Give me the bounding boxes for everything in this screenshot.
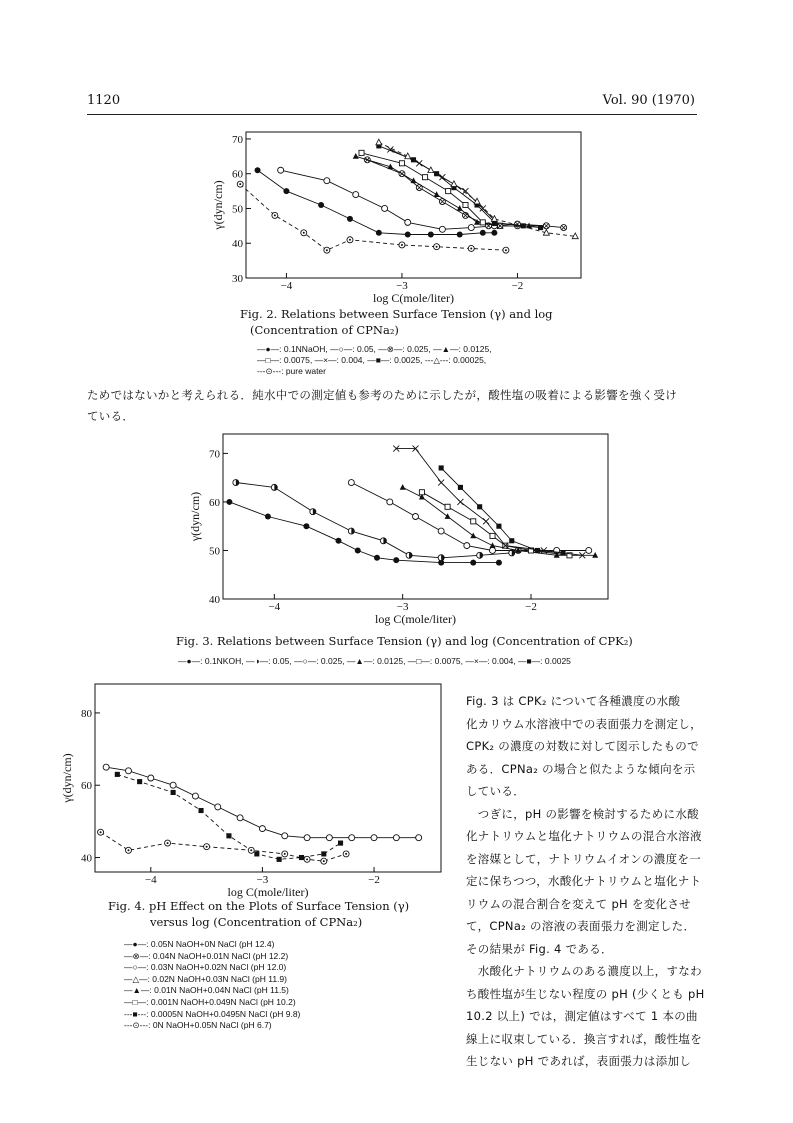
data-point — [237, 181, 243, 187]
fig4-legend-line: ---⊙---: 0N NaOH+0.05N NaCl (pH 6.7) — [124, 1020, 272, 1031]
data-point — [254, 851, 259, 856]
data-point — [349, 835, 355, 841]
data-point — [509, 538, 514, 543]
data-point — [457, 205, 463, 211]
data-point — [561, 225, 567, 231]
marker-center — [345, 853, 347, 855]
series-line — [441, 468, 563, 553]
data-point — [204, 844, 210, 850]
data-point — [382, 205, 388, 211]
fig4-legend-line: —●—: 0.05N NaOH+0N NaCl (pH 12.4) — [124, 939, 275, 949]
data-point — [125, 768, 131, 774]
data-point — [248, 847, 254, 853]
header-rule — [87, 114, 697, 115]
data-point — [310, 509, 316, 515]
data-point — [438, 480, 444, 486]
data-point — [405, 153, 411, 159]
marker-center — [323, 860, 325, 862]
data-point — [438, 555, 444, 561]
data-point — [470, 533, 476, 539]
y-tick-label: 60 — [232, 168, 243, 181]
data-point — [490, 547, 496, 553]
series — [419, 490, 572, 558]
body-line: を溶媒として，ナトリウムイオンの濃度を一 — [466, 851, 702, 866]
x-tick-label: −4 — [280, 280, 293, 292]
data-point — [468, 245, 474, 251]
data-point — [376, 139, 382, 145]
fig4-legend-line: —▲—: 0.01N NaOH+0.04N NaCl (pH 11.5) — [124, 985, 289, 996]
marker-center — [505, 249, 507, 251]
body-column — [466, 690, 705, 1073]
marker-center — [250, 849, 252, 851]
data-point — [304, 856, 310, 862]
fig2-chart — [200, 128, 585, 308]
data-point — [538, 225, 543, 230]
data-point — [226, 499, 232, 505]
y-tick-label: 30 — [232, 273, 243, 285]
data-point — [387, 499, 393, 505]
data-point — [282, 851, 288, 857]
marker-center — [100, 831, 102, 833]
fig4-legend-line: —⊗—: 0.04N NaOH+0.01N NaCl (pH 12.2) — [124, 950, 289, 961]
data-point — [457, 232, 463, 238]
data-point — [480, 230, 486, 236]
data-point — [374, 555, 380, 561]
data-point — [321, 851, 326, 856]
data-point — [445, 513, 451, 519]
data-point — [283, 188, 289, 194]
fig4-legend-line: —○—: 0.03N NaOH+0.02N NaCl (pH 12.0) — [124, 962, 287, 973]
marker-center — [470, 247, 472, 249]
marker-center — [127, 849, 129, 851]
data-point — [405, 232, 411, 238]
series-line — [362, 153, 501, 226]
data-point — [468, 225, 474, 231]
data-point — [171, 790, 176, 795]
series — [393, 446, 585, 559]
x-tick-label: −2 — [525, 601, 537, 613]
data-point — [445, 504, 450, 509]
data-point — [535, 548, 540, 553]
marker-center — [239, 183, 241, 185]
data-point — [503, 247, 509, 253]
x-tick-label: −3 — [396, 280, 408, 292]
data-point — [353, 153, 359, 159]
data-point — [423, 175, 428, 180]
data-point — [543, 223, 549, 229]
data-point — [324, 178, 330, 184]
fig4-legend-line: ---■---: 0.0005N NaOH+0.0495N NaCl (pH 9.8) — [124, 1008, 301, 1019]
y-tick-label: 50 — [232, 203, 243, 216]
data-point — [255, 167, 261, 173]
data-point — [165, 840, 171, 846]
y-tick-label: 70 — [209, 448, 220, 461]
fig3-chart — [175, 428, 615, 628]
fig2-legend — [257, 344, 492, 377]
data-point — [318, 202, 324, 208]
data-point — [103, 764, 109, 770]
data-point — [561, 550, 566, 555]
body-line: 定に保ちつつ，水酸化ナトリウムと塩化ナト — [466, 874, 702, 888]
x-tick-label: −3 — [256, 874, 269, 886]
y-axis-label: γ(dyn/cm) — [211, 180, 225, 230]
y-axis-label: γ(dyn/cm) — [60, 753, 74, 803]
paragraph-line: ためではないかと考えられる．純水中での測定値も参考のために示したが，酸性塩の吸着による影響を強く受け — [87, 388, 677, 402]
series-line — [379, 146, 541, 228]
page-number: 1120 — [87, 93, 121, 108]
fig4-legend — [124, 939, 300, 1032]
data-point — [399, 161, 404, 166]
series-line — [390, 149, 500, 226]
data-point — [348, 528, 354, 534]
body-line: て，CPNa₂ の溶液の表面張力を測定した． — [466, 919, 696, 933]
fig3-caption: Fig. 3. Relations between Surface Tension (γ) and log (Concentration of CPK₂) — [176, 634, 633, 648]
data-point — [480, 220, 485, 225]
x-tick-label: −4 — [144, 874, 157, 886]
body-line: 線上に収束している．換言すれば，酸性塩を — [466, 1031, 702, 1046]
fig4-legend-line: —△—: 0.02N NaOH+0.03N NaCl (pH 11.9) — [124, 973, 287, 984]
data-point — [226, 833, 231, 838]
x-tick-label: −2 — [368, 874, 380, 886]
data-point — [272, 212, 278, 218]
data-point — [411, 177, 417, 183]
data-point — [457, 499, 463, 505]
data-point — [125, 847, 131, 853]
series-line — [356, 156, 529, 226]
data-point — [405, 219, 411, 225]
data-point — [303, 523, 309, 529]
y-axis-label: γ(dyn/cm) — [188, 491, 202, 542]
data-point — [464, 543, 470, 549]
data-point — [446, 189, 451, 194]
data-point — [348, 480, 354, 486]
data-point — [439, 465, 444, 470]
data-point — [406, 552, 412, 558]
data-point — [198, 808, 203, 813]
data-point — [477, 504, 482, 509]
marker-center — [306, 858, 308, 860]
data-point — [215, 804, 221, 810]
data-point — [399, 242, 405, 248]
fig2-legend-line: ---⊙---: pure water — [257, 366, 326, 376]
y-tick-label: 40 — [209, 594, 220, 606]
series — [255, 167, 498, 237]
data-point — [490, 542, 496, 548]
data-point — [483, 518, 489, 524]
fig4-caption — [108, 898, 409, 930]
data-point — [301, 230, 307, 236]
body-line: 水酸化ナトリウムのある濃度以上，すなわ — [466, 964, 702, 978]
data-point — [376, 230, 382, 236]
body-line: ち酸性塩が生じない程度の pH (少くとも pH — [466, 986, 705, 1001]
body-line: CPK₂ の濃度の対数に対して図示したもので — [466, 739, 699, 753]
data-point — [458, 485, 463, 490]
data-point — [282, 833, 288, 839]
data-point — [98, 829, 104, 835]
data-point — [526, 223, 532, 229]
data-point — [353, 192, 359, 198]
fig4-legend-line: —□—: 0.001N NaOH+0.049N NaCl (pH 10.2) — [124, 996, 296, 1007]
data-point — [336, 538, 342, 544]
data-point — [416, 835, 422, 841]
fig2-caption — [240, 306, 553, 338]
data-point — [496, 524, 501, 529]
y-tick-label: 60 — [209, 496, 220, 509]
plot-frame — [246, 132, 581, 278]
fig2-caption-line: Fig. 2. Relations between Surface Tension (γ) and log — [240, 307, 553, 321]
series-line — [117, 774, 340, 859]
data-point — [170, 782, 176, 788]
data-point — [137, 779, 142, 784]
data-point — [434, 191, 440, 197]
data-point — [471, 519, 476, 524]
data-point — [277, 857, 282, 862]
series-line — [351, 483, 589, 551]
data-point — [326, 835, 332, 841]
marker-center — [284, 853, 286, 855]
marker-center — [303, 232, 305, 234]
series — [226, 499, 502, 566]
data-point — [347, 237, 353, 243]
series — [364, 157, 566, 231]
data-point — [477, 552, 483, 558]
data-point — [233, 480, 239, 486]
data-point — [393, 835, 399, 841]
data-point — [359, 150, 364, 155]
data-point — [259, 826, 265, 832]
x-axis-label: log C(mole/liter) — [373, 291, 454, 305]
y-tick-label: 60 — [81, 780, 92, 793]
y-tick-label: 80 — [81, 707, 92, 720]
fig4-chart — [60, 684, 445, 899]
data-point — [265, 514, 271, 520]
paragraph-line: ている． — [87, 409, 135, 423]
body-line: 生じない pH であれば，表面張力は添加し — [466, 1054, 692, 1068]
marker-center — [167, 842, 169, 844]
data-point — [271, 484, 277, 490]
fig4-caption-line: Fig. 4. pH Effect on the Plots of Surface Tension (γ) — [108, 899, 410, 913]
data-point — [521, 223, 526, 228]
data-point — [371, 835, 377, 841]
data-point — [438, 528, 444, 534]
data-point — [470, 560, 476, 566]
data-point — [278, 167, 284, 173]
data-point — [148, 775, 154, 781]
body-line: Fig. 3 は CPK₂ について各種濃度の水酸 — [466, 694, 681, 708]
x-tick-label: −2 — [511, 280, 524, 292]
data-point — [304, 835, 310, 841]
body-line: リウムの混合割合を変えて pH を変化させ — [466, 896, 691, 911]
data-point — [192, 793, 198, 799]
data-point — [380, 538, 386, 544]
body-line: その結果が Fig. 4 である． — [466, 941, 613, 956]
data-point — [463, 202, 468, 207]
data-point — [338, 841, 343, 846]
body-line: 10.2 以上) では，測定値はすべて 1 本の曲 — [466, 1009, 698, 1023]
data-point — [393, 557, 399, 563]
journal-volume: Vol. 90 (1970) — [602, 93, 695, 108]
y-tick-label: 40 — [81, 852, 92, 865]
x-axis-label: log C(mole/liter) — [375, 612, 456, 626]
data-point — [434, 244, 440, 250]
marker-center — [436, 246, 438, 248]
data-point — [490, 533, 495, 538]
data-point — [343, 851, 349, 857]
data-point — [451, 181, 457, 187]
body-line: ある．CPNa₂ の場合と似たような傾向を示 — [466, 761, 696, 776]
marker-center — [206, 846, 208, 848]
intro-paragraph — [87, 385, 677, 427]
series-line — [229, 502, 499, 563]
data-point — [115, 772, 120, 777]
marker-center — [349, 239, 351, 241]
data-point — [439, 226, 445, 232]
x-tick-label: −4 — [268, 601, 281, 613]
data-point — [491, 230, 497, 236]
series — [359, 150, 503, 228]
series — [376, 143, 543, 230]
body-line: 化カリウム水溶液中での表面張力を測定し， — [466, 716, 702, 731]
body-line: している． — [466, 784, 525, 798]
fig2-caption-line: (Concentration of CPNa₂) — [250, 323, 399, 337]
data-point — [428, 167, 434, 173]
x-axis-label: log C(mole/liter) — [227, 885, 309, 899]
y-tick-label: 70 — [232, 133, 243, 146]
y-tick-label: 40 — [232, 238, 243, 251]
x-tick-label: −3 — [396, 601, 409, 613]
series-line — [396, 449, 582, 556]
series — [400, 484, 598, 558]
marker-center — [274, 214, 276, 216]
y-tick-label: 50 — [209, 545, 220, 558]
data-point — [419, 490, 424, 495]
series-line — [258, 170, 495, 234]
data-point — [400, 484, 406, 490]
data-point — [237, 815, 243, 821]
series — [103, 764, 422, 840]
data-point — [324, 247, 330, 253]
data-point — [321, 858, 327, 864]
body-line: つぎに，pH の影響を検討するために水酸 — [466, 806, 699, 821]
fig2-legend-line: —●—: 0.1NNaOH, —○—: 0.05, —⊗—: 0.025, —▲—: 0.0125, — [257, 344, 492, 354]
data-point — [496, 560, 502, 566]
data-point — [347, 216, 353, 222]
body-line: 化ナトリウムと塩化ナトリウムの混合水溶液 — [466, 829, 702, 843]
fig4-caption-line: versus log (Concentration of CPNa₂) — [150, 915, 363, 929]
data-point — [586, 547, 592, 553]
data-point — [413, 514, 419, 520]
plot-frame — [95, 684, 441, 872]
data-point — [355, 547, 361, 553]
series — [98, 829, 350, 864]
marker-center — [401, 244, 403, 246]
marker-center — [326, 249, 328, 251]
fig2-legend-line: —□—: 0.0075, —×—: 0.004, —■—: 0.0025, ---△---: 0.00025, — [257, 355, 487, 365]
fig3-legend: —●—: 0.1NKOH, —◑—: 0.05, —○—: 0.025, —▲—: 0.0125, —□—: 0.0075, —×—: 0.004, —■—: 0.0025 — [178, 656, 571, 666]
data-point — [428, 232, 434, 238]
